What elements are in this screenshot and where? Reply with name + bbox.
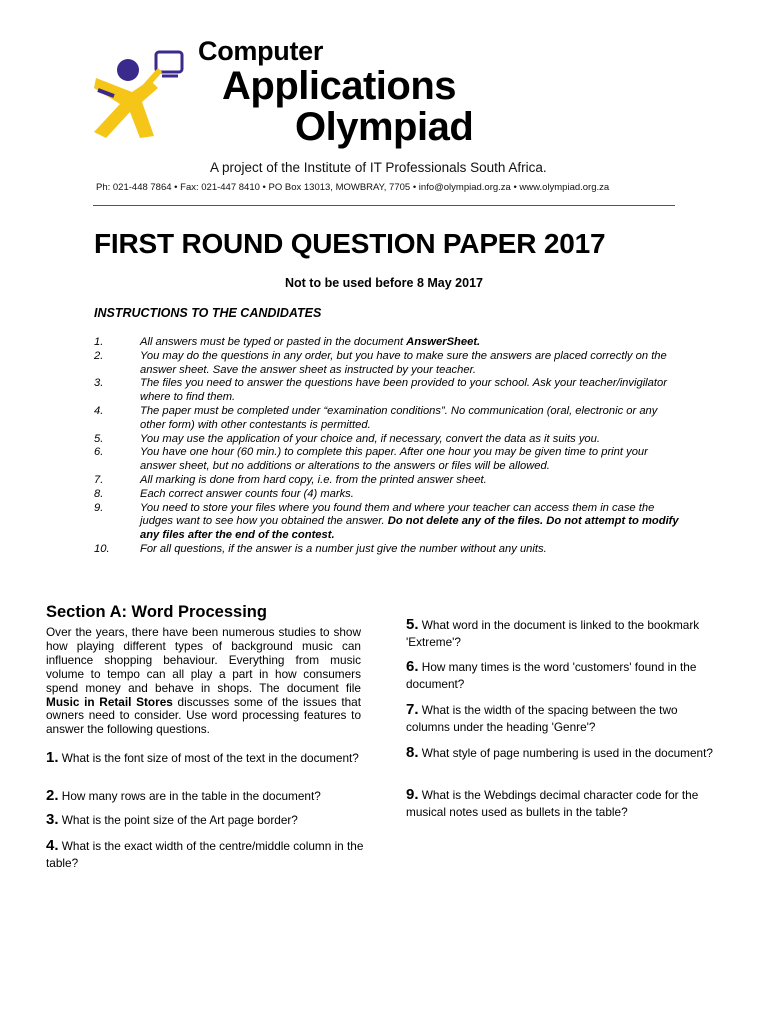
instruction-text: All answers must be typed or pasted in the document AnswerSheet. [140, 336, 481, 348]
instruction-item [94, 377, 684, 405]
question-3: 3. What is the point size of the Art page border? [46, 811, 298, 828]
instructions-heading: INSTRUCTIONS TO THE CANDIDATES [94, 306, 322, 320]
instruction-text: You have one hour (60 min.) to complete this paper. After one hour you may be given time to print your answer sheet, but no additions or alterations to the answers or files will be allowed. [140, 446, 648, 473]
contact-line: Ph: 021-448 7864 • Fax: 021-447 8410 • PO Box 13013, MOWBRAY, 7705 • info@olympiad.org.za • www.olympiad.org.za [96, 182, 610, 193]
question-8: 8. What style of page numbering is used in the document? [406, 744, 713, 761]
section-intro: Over the years, there have been numerous studies to show how playing different types of background music can influence shopping behaviour. Everything from music volume to tempo can all play a part in how consumers spend money and behave in shops. The document file Music in Retail Stores discusses some of the issues that owners need to consider. Use word processing features to answer the following questions. [46, 625, 361, 737]
instruction-number: 9. [94, 501, 104, 514]
instructions-list [94, 336, 684, 557]
instruction-text: Each correct answer counts four (4) marks. [140, 487, 354, 500]
question-6: 6. How many times is the word 'customers' found in the document? [406, 658, 697, 691]
page-title: FIRST ROUND QUESTION PAPER 2017 [94, 228, 606, 259]
instruction-number: 5. [94, 432, 104, 445]
header-divider [93, 205, 675, 206]
instruction-item [94, 488, 684, 502]
instruction-number: 10. [94, 542, 110, 555]
instruction-number: 2. [94, 349, 104, 362]
question-5: 5. What word in the document is linked to the bookmark 'Extreme'? [406, 616, 700, 649]
brand-line-2: Applications [222, 64, 457, 108]
question-1: 1. What is the font size of most of the text in the document? [46, 749, 359, 766]
olympiad-logo-icon [92, 40, 192, 140]
brand-name [198, 38, 473, 147]
question-4: 4. What is the exact width of the centre/middle column in the table? [46, 837, 364, 870]
instruction-text: You may use the application of your choice and, if necessary, convert the data as it suits you. [140, 432, 600, 445]
instruction-item [94, 502, 684, 543]
brand-line-3: Olympiad [295, 105, 474, 149]
instruction-item [94, 446, 684, 474]
instruction-text: The paper must be completed under “examination conditions”. No communication (oral, electronic or any other form) with other contestants is permitted. [140, 404, 658, 431]
instruction-number: 8. [94, 487, 104, 500]
instruction-text: You need to store your files where you found them and where your teacher can access them in case the judges want to see how you obtained the answer. Do not delete any of the files. Do not attempt to modify any files after the end of the contest. [140, 501, 679, 542]
tagline: A project of the Institute of IT Professionals South Africa. [210, 160, 547, 175]
instruction-item [94, 474, 684, 488]
page-subtitle: Not to be used before 8 May 2017 [285, 276, 483, 290]
instruction-text: All marking is done from hard copy, i.e. from the printed answer sheet. [140, 473, 487, 486]
instruction-number: 7. [94, 473, 104, 486]
instruction-item [94, 350, 684, 378]
question-9: 9. What is the Webdings decimal character code for the musical notes used as bullets in the table? [406, 786, 699, 819]
instruction-text: You may do the questions in any order, but you have to make sure the answers are placed correctly on the answer sheet. Save the answer sheet as instructed by your teacher. [140, 349, 667, 376]
section-title: Section A: Word Processing [46, 603, 267, 621]
question-7: 7. What is the width of the spacing between the two columns under the heading 'Genre'? [406, 701, 678, 734]
instruction-item [94, 336, 684, 350]
instruction-number: 3. [94, 377, 104, 390]
instruction-item [94, 543, 684, 557]
instruction-item [94, 433, 684, 447]
instruction-number: 4. [94, 404, 104, 417]
brand-line-1: Computer [198, 36, 324, 66]
instruction-number: 1. [94, 336, 104, 348]
instruction-item [94, 405, 684, 433]
instruction-text: For all questions, if the answer is a number just give the number without any units. [140, 542, 547, 555]
instruction-number: 6. [94, 446, 104, 459]
question-2: 2. How many rows are in the table in the document? [46, 787, 321, 804]
instruction-text: The files you need to answer the questions have been provided to your school. Ask your teacher/invigilator where to find them. [140, 377, 667, 404]
